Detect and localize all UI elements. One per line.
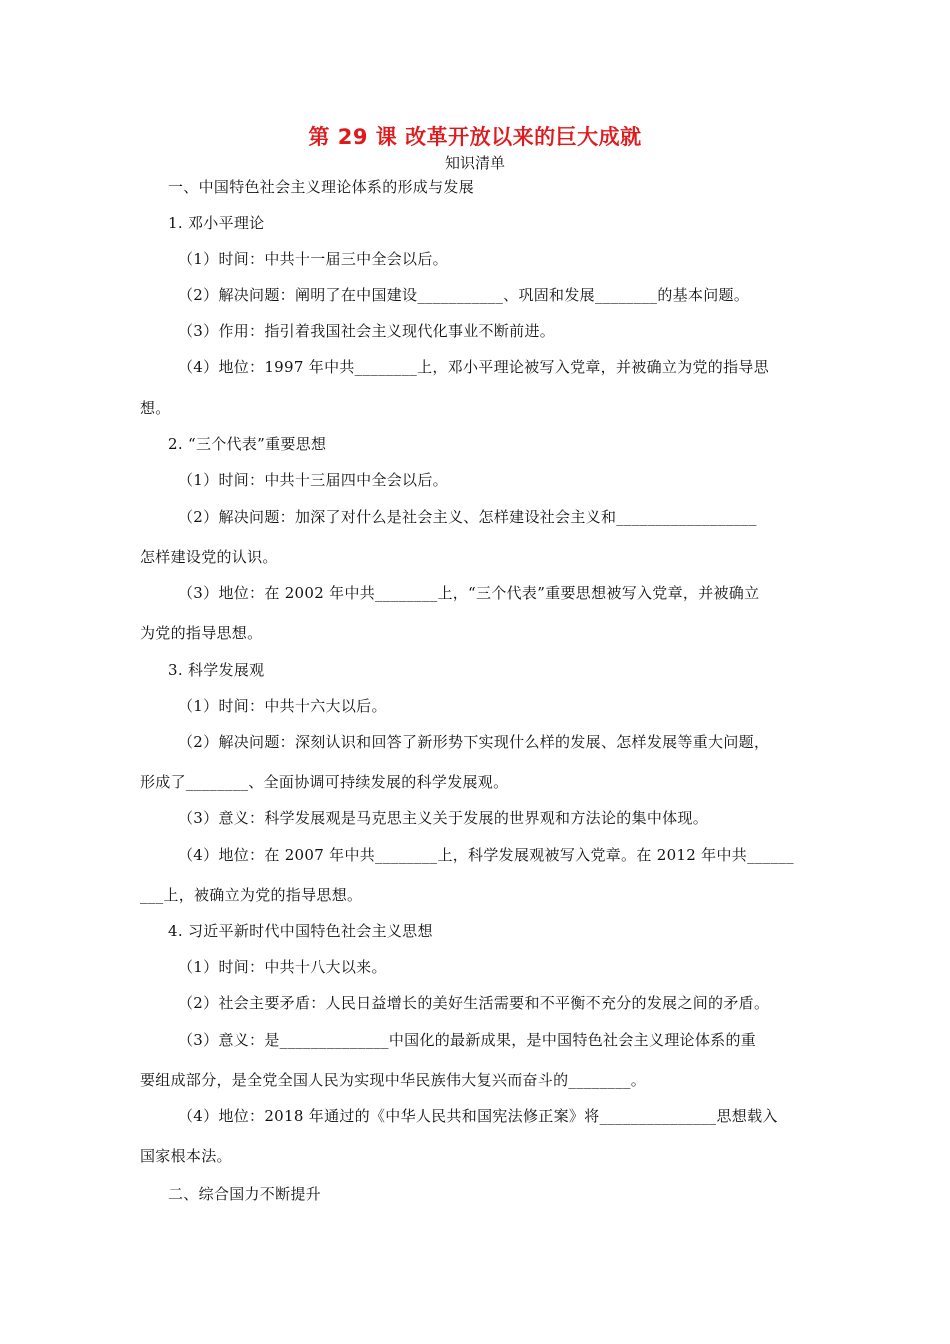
subsection-heading: 2. “三个代表”重要思想 bbox=[168, 435, 327, 453]
paragraph-line: （3）意义：科学发展观是马克思主义关于发展的世界观和方法论的集中体现。 bbox=[178, 809, 709, 827]
lesson-title: 第 29 课 改革开放以来的巨大成就 bbox=[308, 125, 642, 149]
paragraph-line: （1）时间：中共十一届三中全会以后。 bbox=[178, 250, 448, 268]
paragraph-line: ___上，被确立为党的指导思想。 bbox=[140, 886, 363, 904]
paragraph-line: （2）解决问题：加深了对什么是社会主义、怎样建设社会主义和__________________ bbox=[178, 508, 757, 526]
subsection-heading: 1. 邓小平理论 bbox=[168, 214, 265, 232]
subsection-heading: 3. 科学发展观 bbox=[168, 661, 265, 679]
paragraph-line: （4）地位：在 2007 年中共________上，科学发展观被写入党章。在 2012 年中共______ bbox=[178, 846, 794, 864]
paragraph-line: （3）作用：指引着我国社会主义现代化事业不断前进。 bbox=[178, 322, 556, 340]
paragraph-line: （4）地位：2018 年通过的《中华人民共和国宪法修正案》将_______________思想载入 bbox=[178, 1107, 778, 1125]
paragraph-line: （2）解决问题：阐明了在中国建设___________、巩固和发展________的基本问题。 bbox=[178, 286, 750, 304]
paragraph-line: 想。 bbox=[140, 399, 171, 417]
paragraph-line: （3）地位：在 2002 年中共________上，“三个代表”重要思想被写入党章，并被确立 bbox=[178, 584, 760, 602]
paragraph-line: （2）解决问题：深刻认识和回答了新形势下实现什么样的发展、怎样发展等重大问题， bbox=[178, 733, 770, 751]
paragraph-line: （4）地位：1997 年中共________上，邓小平理论被写入党章，并被确立为党的指导思 bbox=[178, 358, 769, 376]
paragraph-line: 形成了________、全面协调可持续发展的科学发展观。 bbox=[140, 773, 509, 791]
paragraph-line: 为党的指导思想。 bbox=[140, 624, 263, 642]
paragraph-line: （1）时间：中共十六大以后。 bbox=[178, 697, 387, 715]
paragraph-line: （1）时间：中共十三届四中全会以后。 bbox=[178, 471, 448, 489]
section-subtitle: 知识清单 bbox=[444, 154, 505, 172]
subsection-heading: 4. 习近平新时代中国特色社会主义思想 bbox=[168, 922, 433, 940]
paragraph-line: （2）社会主要矛盾：人民日益增长的美好生活需要和不平衡不充分的发展之间的矛盾。 bbox=[178, 994, 770, 1012]
section-heading: 一、中国特色社会主义理论体系的形成与发展 bbox=[168, 178, 475, 196]
section-heading: 二、综合国力不断提升 bbox=[168, 1185, 322, 1203]
paragraph-line: （1）时间：中共十八大以来。 bbox=[178, 958, 387, 976]
paragraph-line: 国家根本法。 bbox=[140, 1147, 232, 1165]
paragraph-line: 要组成部分，是全党全国人民为实现中华民族伟大复兴而奋斗的________。 bbox=[140, 1071, 647, 1089]
paragraph-line: 怎样建设党的认识。 bbox=[140, 548, 278, 566]
paragraph-line: （3）意义：是______________中国化的最新成果，是中国特色社会主义理论体系的重 bbox=[178, 1031, 757, 1049]
